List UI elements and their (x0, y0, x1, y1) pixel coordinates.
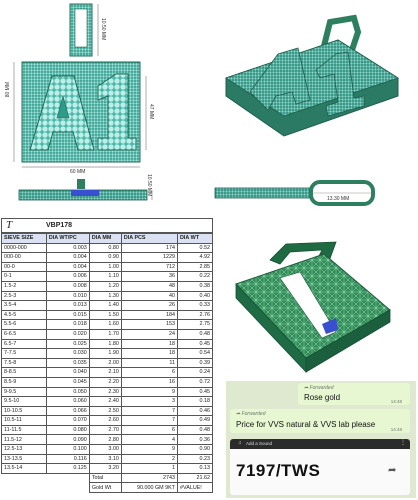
cell-sieve-size: 8-8.5 (2, 368, 47, 378)
table-row (2, 243, 213, 253)
cell-dia-wt-pc: 0.025 (46, 339, 89, 349)
cell-dia-pcs: 712 (121, 262, 177, 272)
cell-dia-pcs: 24 (121, 329, 177, 339)
cell-dia-wt-pc: 0.045 (46, 377, 89, 387)
cell-sieve-size: 13-13.5 (2, 454, 47, 464)
chat-bubble-2 (230, 409, 410, 433)
cell-dia-wt-pc: 0.040 (46, 368, 89, 378)
col-dia-wt: DIA WT (178, 234, 213, 244)
cell-dia-mm: 2.20 (89, 377, 121, 387)
cell-sieve-size: 10.5-11 (2, 416, 47, 426)
cell-dia-mm: 2.70 (89, 425, 121, 435)
cell-sieve-size: 000-00 (2, 253, 47, 263)
cell-dia-wt: 0.39 (178, 358, 213, 368)
cell-dia-wt-pc: 0.015 (46, 310, 89, 320)
cell-sieve-size: 11.5-12 (2, 435, 47, 445)
pendant-top-view (213, 172, 418, 212)
cell-sieve-size: 11-11.5 (2, 425, 47, 435)
dim-thickness-label: 10.50 MM (146, 174, 152, 197)
total-label: Total (89, 473, 121, 483)
message-text-2: Price for VVS natural & VVS lab please (236, 420, 376, 429)
cell-sieve-size: 7.5-8 (2, 358, 47, 368)
cell-dia-pcs: 48 (121, 281, 177, 291)
cell-dia-mm: 0.80 (89, 243, 121, 253)
col-dia-mm: DIA MM (89, 234, 121, 244)
cell-sieve-size: 00-0 (2, 262, 47, 272)
table-row (2, 253, 213, 263)
cell-dia-wt: 0.45 (178, 387, 213, 397)
total-wt: 21.62 (178, 473, 213, 483)
cell-dia-wt: 0.40 (178, 291, 213, 301)
cell-dia-wt-pc: 0.080 (46, 425, 89, 435)
forward-icon: ➦ (236, 411, 241, 417)
pendant-side-view (15, 176, 160, 210)
cell-dia-pcs: 1229 (121, 253, 177, 263)
code-text: 7197/TWS (236, 461, 321, 480)
table-row (2, 445, 213, 455)
cell-dia-wt: 0.52 (178, 243, 213, 253)
cell-dia-mm: 1.60 (89, 320, 121, 330)
cell-dia-wt: 0.48 (178, 425, 213, 435)
cell-dia-wt: 0.23 (178, 454, 213, 464)
table-row (2, 406, 213, 416)
table-row (2, 416, 213, 426)
cell-dia-pcs: 7 (121, 406, 177, 416)
spec-header (1, 218, 213, 233)
cell-dia-mm: 2.30 (89, 387, 121, 397)
cell-sieve-size: 7-7.5 (2, 349, 47, 359)
cell-dia-wt-pc: 0.050 (46, 387, 89, 397)
cell-dia-wt-pc: 0.060 (46, 397, 89, 407)
total-row (2, 473, 213, 483)
table-row (2, 358, 213, 368)
cell-sieve-size: 0000-000 (2, 243, 47, 253)
cell-dia-wt: 2.75 (178, 320, 213, 330)
cell-dia-pcs: 1 (121, 464, 177, 474)
cell-dia-wt: 0.90 (178, 445, 213, 455)
dim-bail-width-label: 13.30 MM (327, 196, 350, 202)
gold-value: 90.000 GM 9KT (121, 483, 177, 493)
table-row (2, 435, 213, 445)
table-row (2, 339, 213, 349)
cell-dia-mm: 1.90 (89, 349, 121, 359)
table-row (2, 454, 213, 464)
message-text-1: Rose gold (304, 393, 341, 402)
table-row (2, 310, 213, 320)
cell-dia-mm: 2.80 (89, 435, 121, 445)
cell-sieve-size: 13.5-14 (2, 464, 47, 474)
share-icon[interactable]: ➦ (388, 465, 397, 476)
cell-dia-mm: 2.10 (89, 368, 121, 378)
cell-dia-wt: 0.46 (178, 406, 213, 416)
cell-dia-wt: 4.92 (178, 253, 213, 263)
cell-dia-mm: 1.20 (89, 281, 121, 291)
dim-bail-height-label: 10.50 MM (100, 18, 106, 41)
cell-dia-wt: 0.33 (178, 301, 213, 311)
table-row (2, 329, 213, 339)
table-row (2, 397, 213, 407)
cell-dia-mm: 1.50 (89, 310, 121, 320)
cell-dia-mm: 0.90 (89, 253, 121, 263)
cell-dia-wt-pc: 0.066 (46, 406, 89, 416)
cell-sieve-size: 0-1 (2, 272, 47, 282)
forwarded-label-2: Forwarded (241, 411, 266, 417)
more-icon[interactable]: ⋮ (400, 440, 406, 446)
cell-dia-wt: 0.38 (178, 281, 213, 291)
message-time-1: 14:48 (390, 399, 402, 404)
cell-dia-wt: 0.54 (178, 349, 213, 359)
image-card[interactable] (230, 439, 410, 495)
cell-dia-pcs: 6 (121, 425, 177, 435)
table-row (2, 387, 213, 397)
cell-dia-wt-pc: 0.090 (46, 435, 89, 445)
cell-dia-wt: 0.13 (178, 464, 213, 474)
cell-dia-wt-pc: 0.020 (46, 329, 89, 339)
cell-dia-wt-pc: 0.070 (46, 416, 89, 426)
cell-dia-wt-pc: 0.100 (46, 445, 89, 455)
cell-dia-wt: 0.36 (178, 435, 213, 445)
table-row (2, 272, 213, 282)
cell-dia-mm: 1.30 (89, 291, 121, 301)
cell-sieve-size: 12.5-13 (2, 445, 47, 455)
cell-dia-mm: 1.70 (89, 329, 121, 339)
cell-dia-wt-pc: 0.035 (46, 358, 89, 368)
cell-dia-pcs: 3 (121, 397, 177, 407)
cell-dia-pcs: 40 (121, 291, 177, 301)
cell-dia-wt-pc: 0.030 (46, 349, 89, 359)
dim-inner-height-label: 47 MM (148, 104, 154, 120)
col-dia-pcs: DIA PCS (121, 234, 177, 244)
cell-dia-pcs: 184 (121, 310, 177, 320)
table-row (2, 320, 213, 330)
cell-dia-pcs: 18 (121, 339, 177, 349)
table-row (2, 349, 213, 359)
cell-dia-wt-pc: 0.013 (46, 301, 89, 311)
cell-dia-wt-pc: 0.006 (46, 272, 89, 282)
pendant-front-view (0, 0, 160, 178)
cell-dia-wt: 0.22 (178, 272, 213, 282)
cell-dia-pcs: 7 (121, 416, 177, 426)
cell-dia-pcs: 2 (121, 454, 177, 464)
table-row (2, 464, 213, 474)
message-time-2: 14:48 (390, 427, 402, 432)
music-icon: ♫ (238, 440, 242, 446)
cell-dia-wt-pc: 0.004 (46, 262, 89, 272)
chat-bubble-1 (298, 383, 410, 405)
cell-dia-mm: 1.80 (89, 339, 121, 349)
table-row (2, 368, 213, 378)
pendant-angled-view (220, 240, 410, 376)
cell-dia-wt-pc: 0.008 (46, 281, 89, 291)
cell-dia-pcs: 11 (121, 358, 177, 368)
table-row (2, 425, 213, 435)
cell-dia-wt-pc: 0.116 (46, 454, 89, 464)
cell-dia-mm: 1.00 (89, 262, 121, 272)
cell-dia-pcs: 6 (121, 368, 177, 378)
cell-dia-mm: 2.60 (89, 416, 121, 426)
cell-dia-mm: 3.20 (89, 464, 121, 474)
pendant-3d-view (212, 8, 418, 143)
table-header-row (2, 234, 213, 244)
cell-dia-wt: 0.18 (178, 397, 213, 407)
gold-row (2, 483, 213, 493)
cell-dia-mm: 2.50 (89, 406, 121, 416)
cell-sieve-size: 3.5-4 (2, 301, 47, 311)
cell-sieve-size: 9.5-10 (2, 397, 47, 407)
forward-icon: ➦ (304, 385, 309, 391)
cell-sieve-size: 10-10.5 (2, 406, 47, 416)
cell-dia-wt: 0.45 (178, 339, 213, 349)
forwarded-label-1: Forwarded (309, 385, 334, 391)
chat-panel (226, 381, 416, 498)
cell-dia-wt-pc: 0.003 (46, 243, 89, 253)
cell-dia-mm: 2.40 (89, 397, 121, 407)
cell-dia-pcs: 16 (121, 377, 177, 387)
cell-dia-wt: 0.24 (178, 368, 213, 378)
cell-sieve-size: 9-9.5 (2, 387, 47, 397)
cell-sieve-size: 2.5-3 (2, 291, 47, 301)
dim-height-label: 80 MM (5, 82, 11, 98)
sieve-table (1, 233, 213, 493)
cell-dia-wt: 2.76 (178, 310, 213, 320)
cell-dia-pcs: 36 (121, 272, 177, 282)
table-row (2, 262, 213, 272)
value-error: #VALUE! (178, 483, 213, 493)
product-code: VBP178 (46, 222, 73, 229)
col-sieve-size: SIEVE SIZE (2, 234, 47, 244)
col-dia-wt-pc: DIA WT/PC (46, 234, 89, 244)
cell-dia-pcs: 9 (121, 387, 177, 397)
cell-dia-pcs: 18 (121, 349, 177, 359)
cell-dia-mm: 3.10 (89, 454, 121, 464)
cell-dia-pcs: 4 (121, 435, 177, 445)
gold-label: Gold Wt (89, 483, 121, 493)
table-row (2, 281, 213, 291)
table-row (2, 291, 213, 301)
cell-dia-mm: 1.40 (89, 301, 121, 311)
cell-dia-mm: 1.10 (89, 272, 121, 282)
cell-dia-mm: 2.00 (89, 358, 121, 368)
cell-sieve-size: 5.5-6 (2, 320, 47, 330)
cell-dia-wt: 0.48 (178, 329, 213, 339)
cell-dia-pcs: 26 (121, 301, 177, 311)
table-row (2, 301, 213, 311)
cell-dia-pcs: 9 (121, 445, 177, 455)
cell-sieve-size: 8.5-9 (2, 377, 47, 387)
table-row (2, 377, 213, 387)
cell-dia-wt-pc: 0.010 (46, 291, 89, 301)
cell-dia-wt-pc: 0.018 (46, 320, 89, 330)
total-pcs: 2743 (121, 473, 177, 483)
cell-dia-pcs: 153 (121, 320, 177, 330)
cell-dia-mm: 3.00 (89, 445, 121, 455)
brand-logo: T (6, 219, 13, 231)
cell-dia-wt: 0.72 (178, 377, 213, 387)
cell-dia-wt-pc: 0.125 (46, 464, 89, 474)
cell-dia-wt: 0.49 (178, 416, 213, 426)
cell-sieve-size: 1.5-2 (2, 281, 47, 291)
cell-sieve-size: 6.5-7 (2, 339, 47, 349)
add-sound-label: Add a Sound (246, 441, 273, 446)
cell-dia-wt-pc: 0.004 (46, 253, 89, 263)
cell-dia-pcs: 174 (121, 243, 177, 253)
cell-dia-wt: 2.85 (178, 262, 213, 272)
cell-sieve-size: 4.5-5 (2, 310, 47, 320)
cell-sieve-size: 6-6.5 (2, 329, 47, 339)
dim-width-label: 60 MM (70, 169, 86, 175)
image-card-header (230, 439, 410, 449)
